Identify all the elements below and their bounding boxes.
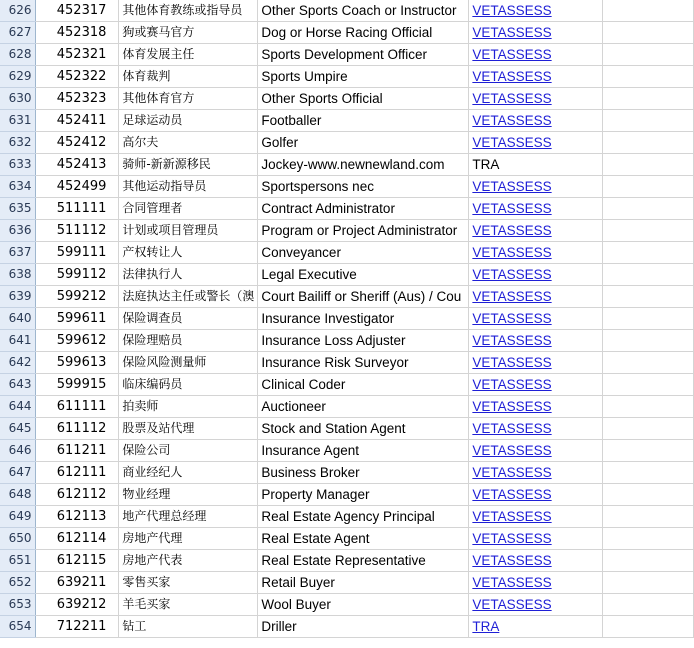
empty-cell[interactable] — [603, 616, 694, 638]
empty-cell[interactable] — [603, 44, 694, 66]
table-row — [0, 198, 694, 220]
occupation-code-cell[interactable]: 452411 — [36, 110, 119, 132]
assessing-authority-cell[interactable] — [469, 286, 603, 308]
row-header[interactable]: 633 — [0, 154, 36, 176]
table-row — [0, 396, 694, 418]
assessing-authority-cell[interactable] — [469, 418, 603, 440]
occupation-code-cell[interactable]: 452321 — [36, 44, 119, 66]
empty-cell[interactable] — [603, 132, 694, 154]
english-title-cell[interactable]: Contract Administrator — [258, 198, 469, 220]
chinese-title-cell[interactable]: 商业经纪人 — [119, 462, 258, 484]
assessing-authority-link[interactable]: TRA — [472, 619, 500, 634]
empty-cell[interactable] — [603, 572, 694, 594]
chinese-title-cell[interactable]: 保险公司 — [119, 440, 258, 462]
empty-cell[interactable] — [603, 264, 694, 286]
assessing-authority-link[interactable]: VETASSESS — [472, 69, 552, 84]
occupation-code-cell[interactable]: 639211 — [36, 572, 119, 594]
assessing-authority-cell[interactable] — [469, 484, 603, 506]
assessing-authority-cell[interactable] — [469, 374, 603, 396]
assessing-authority-link[interactable]: VETASSESS — [472, 223, 552, 238]
empty-cell[interactable] — [603, 550, 694, 572]
row-header[interactable]: 649 — [0, 506, 36, 528]
english-title-cell[interactable]: Insurance Agent — [258, 440, 469, 462]
empty-cell[interactable] — [603, 176, 694, 198]
assessing-authority-link[interactable]: VETASSESS — [472, 201, 552, 216]
row-header[interactable]: 654 — [0, 616, 36, 638]
row-header[interactable]: 628 — [0, 44, 36, 66]
occupation-code-cell[interactable]: 511112 — [36, 220, 119, 242]
chinese-title-cell[interactable]: 足球运动员 — [119, 110, 258, 132]
assessing-authority-link[interactable]: VETASSESS — [472, 553, 552, 568]
occupation-code-cell[interactable]: 611211 — [36, 440, 119, 462]
row-header[interactable]: 639 — [0, 286, 36, 308]
chinese-title-cell[interactable]: 羊毛买家 — [119, 594, 258, 616]
row-header[interactable]: 651 — [0, 550, 36, 572]
table-row — [0, 352, 694, 374]
assessing-authority-link[interactable]: VETASSESS — [472, 179, 552, 194]
english-title-cell[interactable]: Driller — [258, 616, 469, 638]
empty-cell[interactable] — [603, 352, 694, 374]
row-header[interactable]: 653 — [0, 594, 36, 616]
assessing-authority-cell[interactable] — [469, 616, 603, 638]
chinese-title-cell[interactable]: 计划或项目管理员 — [119, 220, 258, 242]
assessing-authority-link[interactable]: VETASSESS — [472, 47, 552, 62]
english-title-cell[interactable]: Clinical Coder — [258, 374, 469, 396]
table-row — [0, 154, 694, 176]
row-header[interactable]: 637 — [0, 242, 36, 264]
chinese-title-cell[interactable]: 产权转让人 — [119, 242, 258, 264]
row-header[interactable]: 648 — [0, 484, 36, 506]
assessing-authority-cell[interactable] — [469, 44, 603, 66]
occupation-code-cell[interactable]: 452499 — [36, 176, 119, 198]
chinese-title-cell[interactable]: 物业经理 — [119, 484, 258, 506]
english-title-cell[interactable]: Real Estate Representative — [258, 550, 469, 572]
table-row — [0, 22, 694, 44]
table-row — [0, 528, 694, 550]
occupation-code-cell[interactable]: 511111 — [36, 198, 119, 220]
chinese-title-cell[interactable]: 法律执行人 — [119, 264, 258, 286]
assessing-authority-link[interactable]: VETASSESS — [472, 531, 552, 546]
row-header[interactable]: 631 — [0, 110, 36, 132]
chinese-title-cell[interactable]: 临床编码员 — [119, 374, 258, 396]
assessing-authority-cell[interactable] — [469, 110, 603, 132]
assessing-authority-cell[interactable] — [469, 0, 603, 22]
assessing-authority-cell[interactable] — [469, 176, 603, 198]
english-title-cell[interactable]: Footballer — [258, 110, 469, 132]
empty-cell[interactable] — [603, 242, 694, 264]
chinese-title-cell[interactable]: 合同管理者 — [119, 198, 258, 220]
english-title-cell[interactable]: Jockey-www.newnewland.com — [258, 154, 469, 176]
empty-cell[interactable] — [603, 506, 694, 528]
assessing-authority-link[interactable]: VETASSESS — [472, 267, 552, 282]
occupation-code-cell[interactable]: 599212 — [36, 286, 119, 308]
assessing-authority-cell[interactable] — [469, 462, 603, 484]
assessing-authority-link[interactable]: VETASSESS — [472, 597, 552, 612]
row-header[interactable]: 643 — [0, 374, 36, 396]
assessing-authority-link[interactable]: VETASSESS — [472, 113, 552, 128]
occupation-code-cell[interactable]: 612111 — [36, 462, 119, 484]
empty-cell[interactable] — [603, 110, 694, 132]
table-row — [0, 506, 694, 528]
empty-cell[interactable] — [603, 220, 694, 242]
empty-cell[interactable] — [603, 594, 694, 616]
row-header[interactable]: 626 — [0, 0, 36, 22]
row-header[interactable]: 638 — [0, 264, 36, 286]
assessing-authority-link[interactable]: VETASSESS — [472, 135, 552, 150]
english-title-cell[interactable]: Sports Umpire — [258, 66, 469, 88]
occupation-code-cell[interactable]: 612112 — [36, 484, 119, 506]
assessing-authority-cell[interactable] — [469, 22, 603, 44]
row-header[interactable]: 632 — [0, 132, 36, 154]
empty-cell[interactable] — [603, 198, 694, 220]
chinese-title-cell[interactable]: 骑师-新新源移民 — [119, 154, 258, 176]
chinese-title-cell[interactable]: 钻工 — [119, 616, 258, 638]
chinese-title-cell[interactable]: 房地产代理 — [119, 528, 258, 550]
chinese-title-cell[interactable]: 地产代理总经理 — [119, 506, 258, 528]
assessing-authority-cell[interactable] — [469, 308, 603, 330]
occupation-code-cell[interactable]: 599613 — [36, 352, 119, 374]
chinese-title-cell[interactable]: 拍卖师 — [119, 396, 258, 418]
chinese-title-cell[interactable]: 零售买家 — [119, 572, 258, 594]
table-row — [0, 616, 694, 638]
row-header[interactable]: 640 — [0, 308, 36, 330]
english-title-cell[interactable]: Auctioneer — [258, 396, 469, 418]
table-row — [0, 0, 694, 22]
english-title-cell[interactable]: Other Sports Official — [258, 88, 469, 110]
row-header[interactable]: 641 — [0, 330, 36, 352]
occupation-code-cell[interactable]: 452322 — [36, 66, 119, 88]
chinese-title-cell[interactable]: 其他体育官方 — [119, 88, 258, 110]
assessing-authority-cell[interactable] — [469, 572, 603, 594]
occupation-code-cell[interactable]: 599111 — [36, 242, 119, 264]
chinese-title-cell[interactable]: 体育裁判 — [119, 66, 258, 88]
assessing-authority-cell[interactable] — [469, 506, 603, 528]
occupation-code-cell[interactable]: 452318 — [36, 22, 119, 44]
assessing-authority-cell[interactable] — [469, 220, 603, 242]
row-header[interactable]: 645 — [0, 418, 36, 440]
assessing-authority-cell[interactable] — [469, 440, 603, 462]
empty-cell[interactable] — [603, 374, 694, 396]
assessing-authority-link[interactable]: VETASSESS — [472, 421, 552, 436]
english-title-cell[interactable]: Other Sports Coach or Instructor — [258, 0, 469, 22]
assessing-authority-link[interactable]: VETASSESS — [472, 377, 552, 392]
english-title-cell[interactable]: Program or Project Administrator — [258, 220, 469, 242]
assessing-authority-link[interactable]: VETASSESS — [472, 443, 552, 458]
chinese-title-cell[interactable]: 保险风险测量师 — [119, 352, 258, 374]
table-row — [0, 242, 694, 264]
chinese-title-cell[interactable]: 其他体育教练或指导员 — [119, 0, 258, 22]
row-header[interactable]: 644 — [0, 396, 36, 418]
assessing-authority-cell[interactable] — [469, 88, 603, 110]
table-row — [0, 286, 694, 308]
english-title-cell[interactable]: Insurance Investigator — [258, 308, 469, 330]
english-title-cell[interactable]: Stock and Station Agent — [258, 418, 469, 440]
chinese-title-cell[interactable]: 法庭执达主任或警长（澳 — [119, 286, 258, 308]
english-title-cell[interactable]: Sports Development Officer — [258, 44, 469, 66]
english-title-cell[interactable]: Retail Buyer — [258, 572, 469, 594]
table-row — [0, 220, 694, 242]
assessing-authority-cell[interactable] — [469, 264, 603, 286]
english-title-cell[interactable]: Real Estate Agency Principal — [258, 506, 469, 528]
assessing-authority-cell[interactable] — [469, 352, 603, 374]
occupation-code-cell[interactable]: 599611 — [36, 308, 119, 330]
occupation-code-cell[interactable]: 452323 — [36, 88, 119, 110]
row-header[interactable]: 647 — [0, 462, 36, 484]
occupation-code-cell[interactable]: 599112 — [36, 264, 119, 286]
occupation-code-cell[interactable]: 611112 — [36, 418, 119, 440]
chinese-title-cell[interactable]: 保险调查员 — [119, 308, 258, 330]
occupation-code-cell[interactable]: 452317 — [36, 0, 119, 22]
english-title-cell[interactable]: Dog or Horse Racing Official — [258, 22, 469, 44]
table-row — [0, 44, 694, 66]
row-header[interactable]: 629 — [0, 66, 36, 88]
table-row — [0, 132, 694, 154]
row-header[interactable]: 650 — [0, 528, 36, 550]
empty-cell[interactable] — [603, 396, 694, 418]
chinese-title-cell[interactable]: 高尔夫 — [119, 132, 258, 154]
assessing-authority-link[interactable]: VETASSESS — [472, 509, 552, 524]
chinese-title-cell[interactable]: 股票及站代理 — [119, 418, 258, 440]
chinese-title-cell[interactable]: 保险理赔员 — [119, 330, 258, 352]
occupation-code-cell[interactable]: 612114 — [36, 528, 119, 550]
table-row — [0, 484, 694, 506]
row-header[interactable]: 630 — [0, 88, 36, 110]
empty-cell[interactable] — [603, 440, 694, 462]
table-row — [0, 462, 694, 484]
assessing-authority-link[interactable]: VETASSESS — [472, 311, 552, 326]
table-row — [0, 572, 694, 594]
empty-cell[interactable] — [603, 330, 694, 352]
table-row — [0, 374, 694, 396]
chinese-title-cell[interactable]: 房地产代表 — [119, 550, 258, 572]
table-row — [0, 88, 694, 110]
assessing-authority-cell[interactable] — [469, 528, 603, 550]
english-title-cell[interactable]: Property Manager — [258, 484, 469, 506]
table-row — [0, 418, 694, 440]
assessing-authority-cell[interactable] — [469, 66, 603, 88]
assessing-authority-cell[interactable] — [469, 154, 603, 176]
assessing-authority-link[interactable]: VETASSESS — [472, 289, 552, 304]
empty-cell[interactable] — [603, 528, 694, 550]
assessing-authority-cell[interactable] — [469, 242, 603, 264]
assessing-authority-link[interactable]: VETASSESS — [472, 91, 552, 106]
english-title-cell[interactable]: Business Broker — [258, 462, 469, 484]
table-row — [0, 550, 694, 572]
assessing-authority-text: TRA — [472, 157, 500, 172]
english-title-cell[interactable]: Wool Buyer — [258, 594, 469, 616]
empty-cell[interactable] — [603, 0, 694, 22]
table-row — [0, 66, 694, 88]
empty-cell[interactable] — [603, 418, 694, 440]
assessing-authority-cell[interactable] — [469, 396, 603, 418]
occupation-code-cell[interactable]: 452412 — [36, 132, 119, 154]
occupation-code-cell[interactable]: 712211 — [36, 616, 119, 638]
assessing-authority-cell[interactable] — [469, 198, 603, 220]
empty-cell[interactable] — [603, 484, 694, 506]
row-header[interactable]: 636 — [0, 220, 36, 242]
chinese-title-cell[interactable]: 其他运动指导员 — [119, 176, 258, 198]
table-row — [0, 176, 694, 198]
occupation-code-cell[interactable]: 599612 — [36, 330, 119, 352]
occupation-code-cell[interactable]: 452413 — [36, 154, 119, 176]
english-title-cell[interactable]: Legal Executive — [258, 264, 469, 286]
table-row — [0, 440, 694, 462]
occupation-code-cell[interactable]: 599915 — [36, 374, 119, 396]
table-row — [0, 308, 694, 330]
row-header[interactable]: 642 — [0, 352, 36, 374]
english-title-cell[interactable]: Real Estate Agent — [258, 528, 469, 550]
empty-cell[interactable] — [603, 88, 694, 110]
assessing-authority-cell[interactable] — [469, 132, 603, 154]
empty-cell[interactable] — [603, 22, 694, 44]
empty-cell[interactable] — [603, 286, 694, 308]
table-row — [0, 594, 694, 616]
assessing-authority-link[interactable]: VETASSESS — [472, 333, 552, 348]
english-title-cell[interactable]: Conveyancer — [258, 242, 469, 264]
empty-cell[interactable] — [603, 308, 694, 330]
assessing-authority-link[interactable]: VETASSESS — [472, 487, 552, 502]
row-header[interactable]: 634 — [0, 176, 36, 198]
english-title-cell[interactable]: Insurance Risk Surveyor — [258, 352, 469, 374]
empty-cell[interactable] — [603, 154, 694, 176]
assessing-authority-link[interactable]: VETASSESS — [472, 465, 552, 480]
assessing-authority-link[interactable]: VETASSESS — [472, 3, 552, 18]
row-header[interactable]: 646 — [0, 440, 36, 462]
row-header[interactable]: 652 — [0, 572, 36, 594]
english-title-cell[interactable]: Golfer — [258, 132, 469, 154]
assessing-authority-link[interactable]: VETASSESS — [472, 25, 552, 40]
row-header[interactable]: 635 — [0, 198, 36, 220]
table-row — [0, 110, 694, 132]
assessing-authority-link[interactable]: VETASSESS — [472, 355, 552, 370]
occupation-code-cell[interactable]: 612113 — [36, 506, 119, 528]
table-row — [0, 330, 694, 352]
occupation-code-cell[interactable]: 639212 — [36, 594, 119, 616]
occupation-code-cell[interactable]: 611111 — [36, 396, 119, 418]
assessing-authority-cell[interactable] — [469, 550, 603, 572]
assessing-authority-link[interactable]: VETASSESS — [472, 245, 552, 260]
table-row — [0, 264, 694, 286]
occupation-code-cell[interactable]: 612115 — [36, 550, 119, 572]
english-title-cell[interactable]: Court Bailiff or Sheriff (Aus) / Cou — [258, 286, 469, 308]
assessing-authority-cell[interactable] — [469, 594, 603, 616]
chinese-title-cell[interactable]: 体育发展主任 — [119, 44, 258, 66]
assessing-authority-link[interactable]: VETASSESS — [472, 399, 552, 414]
assessing-authority-link[interactable]: VETASSESS — [472, 575, 552, 590]
chinese-title-cell[interactable]: 狗或赛马官方 — [119, 22, 258, 44]
empty-cell[interactable] — [603, 66, 694, 88]
english-title-cell[interactable]: Insurance Loss Adjuster — [258, 330, 469, 352]
empty-cell[interactable] — [603, 462, 694, 484]
english-title-cell[interactable]: Sportspersons nec — [258, 176, 469, 198]
row-header[interactable]: 627 — [0, 22, 36, 44]
assessing-authority-cell[interactable] — [469, 330, 603, 352]
